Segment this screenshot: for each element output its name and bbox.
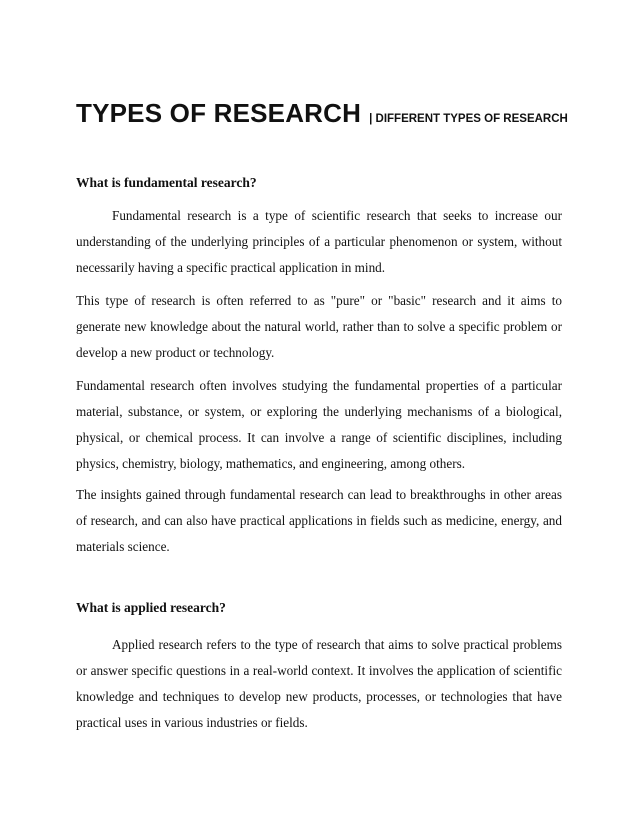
page-subtitle: | DIFFERENT TYPES OF RESEARCH — [369, 113, 568, 125]
paragraph-applied-1: Applied research refers to the type of research that aims to solve practical problems or answer specific questions in a real-world context. It involves the application of scientific knowledge and techniques to develop new products, processes, or technologies that have practical uses in various industries or fields. — [76, 637, 562, 730]
paragraph-fundamental-4: The insights gained through fundamental research can lead to breakthroughs in other areas of research, and can also have practical applications in fields such as medicine, energy, and materials science. — [76, 487, 562, 554]
page-title: TYPES OF RESEARCH — [76, 98, 362, 128]
paragraph-fundamental-3: Fundamental research often involves studying the fundamental properties of a particular material, substance, or system, or exploring the underlying mechanisms of a biological, physical, or chemical process. It can involve a range of scientific disciplines, including physics, chemistry, biology, mathematics, and engineering, among others. — [76, 378, 562, 471]
paragraph-fundamental-1: Fundamental research is a type of scientific research that seeks to increase our understanding of the underlying principles of a particular phenomenon or system, without necessarily having a specific practical application in mind. — [76, 208, 562, 275]
section-heading-applied: What is applied research? — [76, 600, 226, 615]
title-line — [76, 98, 568, 129]
section-heading-fundamental: What is fundamental research? — [76, 175, 257, 190]
paragraph-fundamental-2: This type of research is often referred to as "pure" or "basic" research and it aims to generate new knowledge about the natural world, rather than to solve a specific problem or develop a new product or technology. — [76, 293, 562, 360]
